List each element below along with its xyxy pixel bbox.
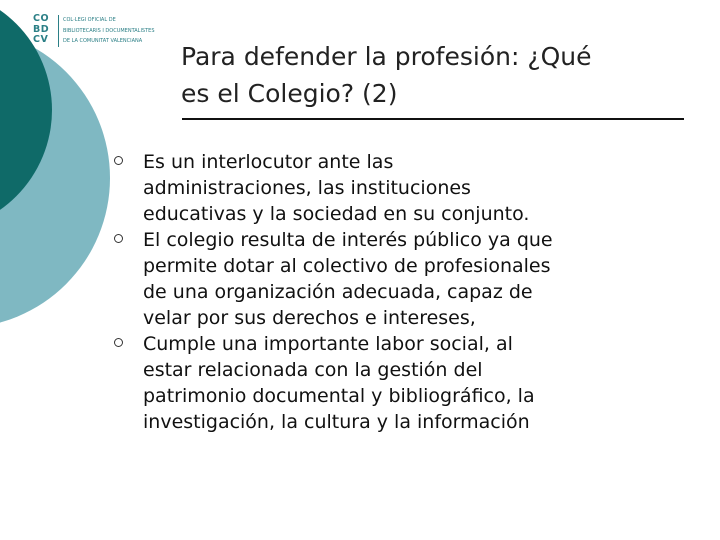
logo-letter-row: CO: [33, 13, 50, 24]
bullet-item: [112, 227, 672, 331]
bullet-list: [112, 149, 672, 435]
logo-text-line: DE LA COMUNITAT VALENCIANA: [63, 38, 143, 44]
logo-letters: [33, 14, 55, 46]
logo-divider: [58, 15, 59, 47]
title-underline: [182, 118, 684, 120]
logo: [33, 14, 163, 50]
slide-title: Para defender la profesión: ¿Qué es el Colegio? (2): [181, 42, 592, 108]
logo-text-line: BIBLIOTECARIS I DOCUMENTALISTES: [63, 27, 155, 34]
bullet-circle-icon: [114, 338, 123, 347]
logo-text-line: COL·LEGI OFICIAL DE: [63, 17, 116, 23]
bullet-circle-icon: [114, 234, 123, 243]
bullet-text: El colegio resulta de interés público ya que permite dotar al colectivo de profesionales de una organización adecuada, capaz de velar por sus derechos e intereses,: [143, 229, 553, 329]
logo-letter-row: BD: [33, 23, 50, 35]
logo-text: [63, 15, 163, 47]
bullet-text: Es un interlocutor ante las administraciones, las instituciones educativas y la sociedad en su conjunto.: [143, 151, 530, 225]
logo-letter-row: CV: [33, 34, 49, 45]
bullet-item: [112, 331, 672, 435]
bullet-item: [112, 149, 672, 227]
bullet-circle-icon: [114, 156, 123, 165]
bullet-text: Cumple una importante labor social, al estar relacionada con la gestión del patrimonio documental y bibliográfico, la investigación, la cultura y la información: [143, 333, 535, 433]
